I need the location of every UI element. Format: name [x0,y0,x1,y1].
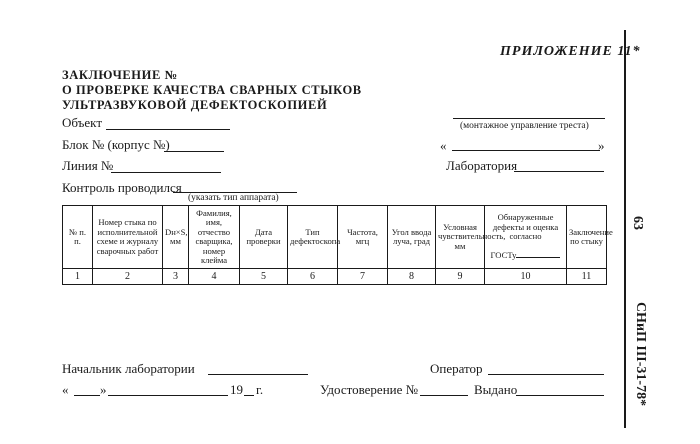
block-label: Блок № (корпус №) [62,137,170,152]
col-frequency-header: Частота, мгц [338,206,388,269]
date-year-suffix: г. [256,382,264,397]
line-label: Линия № [62,158,114,173]
lab-head-label: Начальник лаборатории [62,361,195,376]
doc-title-line2: О ПРОВЕРКЕ КАЧЕСТВА СВАРНЫХ СТЫКОВ [62,83,362,97]
control-label: Контроль проводился [62,180,182,195]
defects-header-text: Обнаруженные дефекты и оценка согласно [492,212,559,242]
col-number: 5 [240,269,288,285]
col-number: 4 [189,269,240,285]
col-number: 2 [93,269,163,285]
gost-label: ГОСТу [490,250,517,261]
col-date-header: Дата проверки [240,206,288,269]
col-conclusion-header: Заключение по стыку [567,206,607,269]
col-size-header: Dн×S, мм [163,206,189,269]
col-index-header: № п. п. [63,206,93,269]
issued-label: Выдано [474,382,518,397]
trust-hint: (монтажное управление треста) [460,121,589,131]
table-header-row [63,206,607,269]
margin-rule [624,30,626,428]
quote-close: » [598,138,605,153]
standard-code: СНиП III-31-78* [633,301,648,407]
date-month-field[interactable] [108,395,228,396]
device-hint: (указать тип аппарата) [188,193,279,203]
col-number: 10 [485,269,567,285]
date-quote-close: » [100,382,107,397]
col-number: 3 [163,269,189,285]
col-number: 6 [288,269,338,285]
certificate-label: Удостоверение № [320,382,419,397]
laboratory-field[interactable] [514,171,604,172]
object-field[interactable] [106,129,230,130]
quote-field[interactable] [452,150,600,151]
lab-head-field[interactable] [208,374,308,375]
gost-field[interactable] [516,257,560,258]
col-number: 7 [338,269,388,285]
col-number: 8 [388,269,436,285]
operator-field[interactable] [488,374,604,375]
certificate-field[interactable] [420,395,468,396]
quote-open: « [440,138,447,153]
col-number: 1 [63,269,93,285]
page-number: 63 [630,216,645,230]
line-field[interactable] [111,172,221,173]
laboratory-label: Лаборатория [446,158,518,173]
col-angle-header: Угол ввода луча, град [388,206,436,269]
object-label: Объект [62,115,102,130]
operator-label: Оператор [430,361,483,376]
appendix-label: ПРИЛОЖЕНИЕ 11* [500,44,641,59]
col-welder-header: Фамилия, имя, отчество сварщика, номер клейма [189,206,240,269]
date-quote-open: « [62,382,69,397]
trust-field[interactable] [453,118,605,119]
inspection-table [62,205,613,285]
table-number-row [63,269,607,285]
date-year: 19 [230,382,243,397]
col-number: 11 [567,269,607,285]
issued-field[interactable] [516,395,604,396]
doc-title-line3: УЛЬТРАЗВУКОВОЙ ДЕФЕКТОСКОПИЕЙ [62,98,328,112]
doc-title-line1: ЗАКЛЮЧЕНИЕ № [62,68,178,82]
col-number: 9 [436,269,485,285]
block-field[interactable] [164,151,224,152]
col-joint-header: Номер стыка по исполнительной схеме и журналу сварочных работ [93,206,163,269]
date-day-field[interactable] [74,395,100,396]
date-year-field[interactable] [244,395,254,396]
col-detector-header: Тип дефектоскопа [288,206,338,269]
col-sensitivity-header: Условная чувствительность, мм [436,206,485,269]
